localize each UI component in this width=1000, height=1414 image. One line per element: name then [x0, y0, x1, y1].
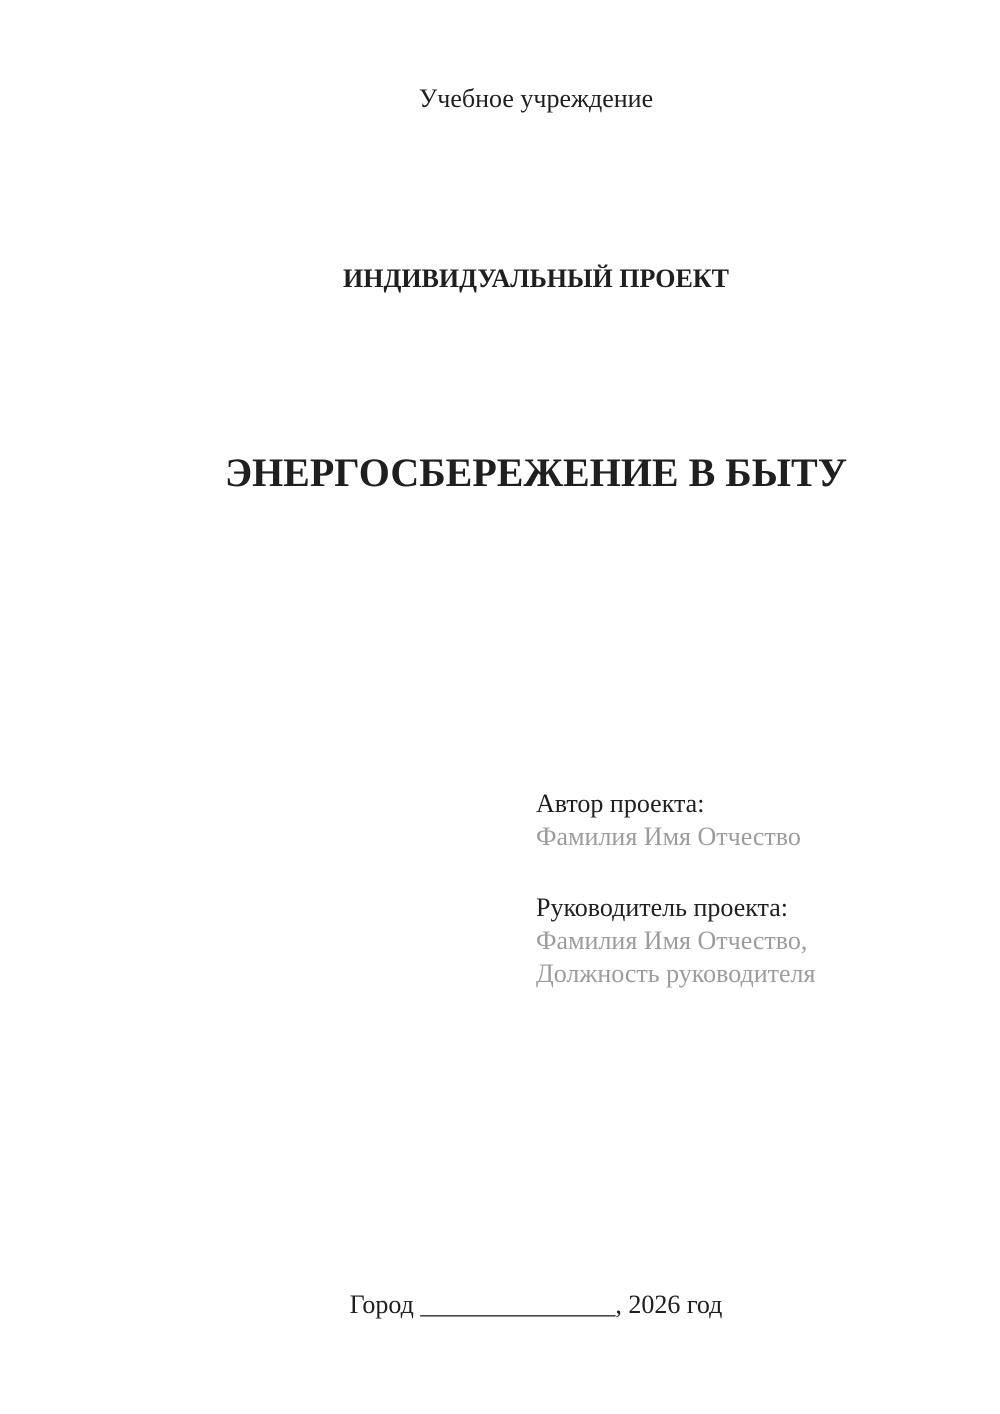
supervisor-label: Руководитель проекта: [536, 893, 789, 922]
project-type-heading: ИНДИВИДУАЛЬНЫЙ ПРОЕКТ [343, 264, 729, 293]
author-label: Автор проекта: [536, 789, 705, 818]
author-name-placeholder: Фамилия Имя Отчество [536, 822, 801, 851]
author-group [536, 787, 815, 853]
supervisor-name-placeholder: Фамилия Имя Отчество, [536, 926, 808, 955]
document-title: ЭНЕРГОСБЕРЕЖЕНИЕ В БЫТУ [224, 450, 848, 495]
supervisor-group [536, 891, 815, 990]
institution-line: Учебное учреждение [418, 84, 654, 113]
supervisor-position-placeholder: Должность руководителя [536, 959, 816, 988]
city-year-line: Город _______________, 2026 год [349, 1290, 723, 1319]
credits-block [536, 787, 815, 990]
